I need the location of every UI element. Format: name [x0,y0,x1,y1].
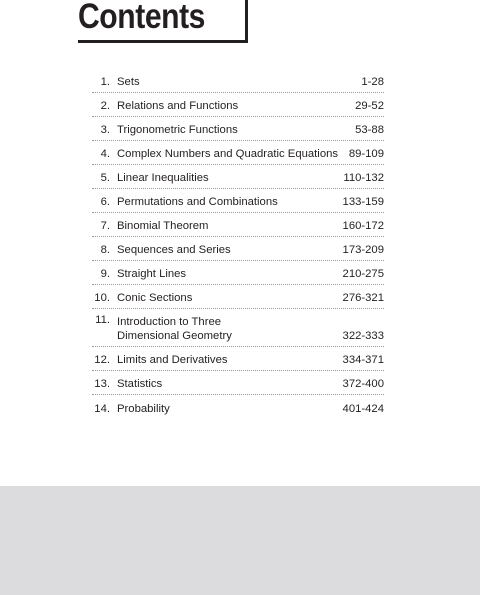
page-range: 133-159 [342,196,384,208]
toc-row [92,141,384,165]
chapter-title: Conic Sections [117,292,193,304]
chapter-number: 3. [100,124,110,136]
page-range: 372-400 [342,378,384,390]
chapter-title: Sets [117,76,140,88]
chapter-title: Straight Lines [117,268,187,280]
toc-row [92,237,384,261]
page-range: 276-321 [342,292,384,304]
page-range: 334-371 [342,354,384,366]
page-range: 401-424 [342,403,384,415]
page-title: Contents [78,0,205,36]
chapter-number: 4. [100,148,110,160]
chapter-title: Trigonometric Functions [117,124,238,136]
chapter-title: Permutations and Combinations [117,196,278,208]
chapter-number: 13. [94,378,110,390]
chapter-title: Sequences and Series [117,244,231,256]
chapter-number: 5. [100,172,110,184]
chapter-number: 12. [94,354,110,366]
page-range: 1-28 [361,76,384,88]
toc-row [92,165,384,189]
table-of-contents [92,69,384,419]
page-range: 322-333 [342,330,384,342]
chapter-number: 11. [95,314,110,326]
chapter-title: Binomial Theorem [117,220,209,232]
chapter-title: Probability [117,403,170,415]
toc-row [92,261,384,285]
chapter-title: Linear Inequalities [117,172,209,184]
page-range: 53-88 [355,124,384,136]
page-range: 173-209 [342,244,384,256]
chapter-number: 7. [100,220,110,232]
page-range: 89-109 [348,148,384,160]
chapter-title-line-2: Dimensional Geometry [117,330,232,342]
chapter-title: Statistics [117,378,163,390]
chapter-number: 1. [100,76,110,88]
chapter-title: Limits and Derivatives [117,354,228,366]
toc-row [92,395,384,419]
page-range: 210-275 [342,268,384,280]
page-range: 110-132 [343,172,384,184]
chapter-title: Complex Numbers and Quadratic Equations [117,148,339,160]
toc-row [92,213,384,237]
chapter-title [110,315,343,343]
toc-row [92,347,384,371]
page-range: 160-172 [342,220,384,232]
page-range: 29-52 [355,100,384,112]
toc-row [92,93,384,117]
chapter-number: 14. [94,403,110,415]
chapter-number: 9. [100,268,110,280]
footer-band [0,486,480,595]
chapter-number: 8. [100,244,110,256]
toc-row [92,69,384,93]
toc-row [92,189,384,213]
toc-row [92,371,384,395]
chapter-title: Relations and Functions [117,100,239,112]
toc-row [92,285,384,309]
title-frame [78,0,248,43]
chapter-number: 2. [100,100,110,112]
chapter-title-line-1: Introduction to Three [117,316,222,328]
chapter-number: 6. [100,196,110,208]
toc-row [92,117,384,141]
chapter-number: 10. [94,292,110,304]
toc-row [92,309,384,347]
